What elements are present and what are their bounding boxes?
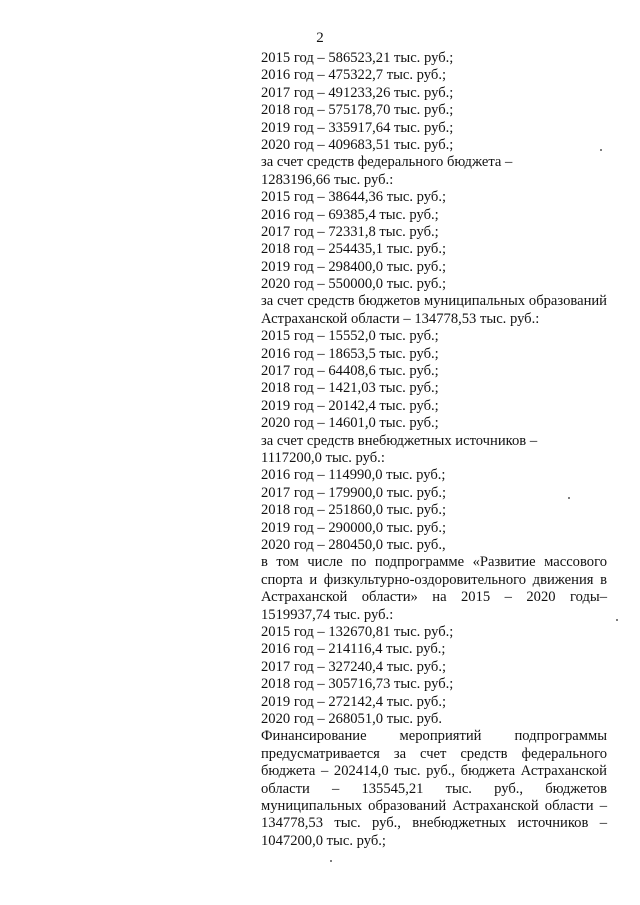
text-line: 2015 год – 586523,21 тыс. руб.; [261, 50, 454, 66]
text-line: 2020 год – 268051,0 тыс. руб. [261, 710, 442, 727]
funding-list-municipal [261, 328, 607, 554]
text-line: 2016 год – 214116,4 тыс. руб.; [261, 641, 446, 658]
text-line: 2016 год – 69385,4 тыс. руб.; [261, 206, 439, 223]
municipal-budget-paragraph: за счет средств бюджетов муниципальных образований Астраханской области – 134778,53 тыс. руб.: [261, 293, 607, 327]
federal-budget-heading: за счет средств федерального бюджета – [261, 154, 513, 171]
text-line: 2018 год – 575178,70 тыс. руб.; [261, 102, 454, 119]
extrabudgetary-heading: за счет средств внебюджетных источников – [261, 432, 538, 449]
funding-list-regional [261, 50, 607, 293]
text-line: 2017 год – 179900,0 тыс. руб.; [261, 484, 447, 501]
funding-list-subprogram [261, 624, 607, 728]
text-line: 2019 год – 272142,4 тыс. руб.; [261, 693, 447, 710]
scan-speck [616, 619, 618, 621]
text-line: 2018 год – 251860,0 тыс. руб.; [261, 502, 447, 519]
text-line: 2016 год – 475322,7 тыс. руб.; [261, 67, 447, 84]
text-line: 2017 год – 327240,4 тыс. руб.; [261, 658, 447, 675]
text-line: 2016 год – 114990,0 тыс. руб.; [261, 467, 446, 484]
text-line: 2019 год – 290000,0 тыс. руб.; [261, 519, 447, 536]
scan-speck [568, 497, 570, 499]
federal-budget-total: 1283196,66 тыс. руб.: [261, 171, 394, 188]
text-line: 2020 год – 280450,0 тыс. руб., [261, 536, 446, 553]
text-line: 2016 год – 18653,5 тыс. руб.; [261, 345, 439, 362]
page-number: 2 [316, 30, 324, 46]
document-body [261, 50, 607, 850]
text-line: 2017 год – 491233,26 тыс. руб.; [261, 84, 454, 101]
financing-paragraph: Финансирование мероприятий подпрограммы предусматривается за счет средств федерального бюджета – 202414,0 тыс. руб., бюджета Астраханской области – 135545,21 тыс. руб., бюджетов муниципальных образований Астраханской области – 134778,53 тыс. руб., внебюджетных источников – 1047200,0 тыс. руб.; [261, 728, 607, 849]
text-line: 2018 год – 1421,03 тыс. руб.; [261, 380, 439, 397]
text-line: 2019 год – 298400,0 тыс. руб.; [261, 258, 447, 275]
scan-speck [330, 860, 332, 862]
extrabudgetary-total: 1117200,0 тыс. руб.: [261, 450, 385, 467]
text-line: 2015 год – 15552,0 тыс. руб.; [261, 328, 439, 345]
text-line: 2017 год – 72331,8 тыс. руб.; [261, 223, 439, 240]
scan-speck [600, 149, 602, 151]
text-line: 2020 год – 550000,0 тыс. руб.; [261, 276, 447, 293]
text-line: 2020 год – 409683,51 тыс. руб.; [261, 136, 454, 153]
text-line: 2020 год – 14601,0 тыс. руб.; [261, 415, 439, 432]
text-line: 2018 год – 254435,1 тыс. руб.; [261, 241, 447, 258]
text-line: 2015 год – 38644,36 тыс. руб.; [261, 189, 447, 206]
text-line: 2019 год – 20142,4 тыс. руб.; [261, 397, 439, 414]
text-line: 2018 год – 305716,73 тыс. руб.; [261, 676, 454, 693]
text-line: 2019 год – 335917,64 тыс. руб.; [261, 119, 454, 136]
subprogram-paragraph: в том числе по подпрограмме «Развитие массового спорта и физкультурно-оздоровительного движения в Астраханской области» на 2015 – 2020 годы– 1519937,74 тыс. руб.: [261, 554, 607, 623]
text-line: 2017 год – 64408,6 тыс. руб.; [261, 363, 439, 380]
text-line: 2015 год – 132670,81 тыс. руб.; [261, 623, 454, 640]
